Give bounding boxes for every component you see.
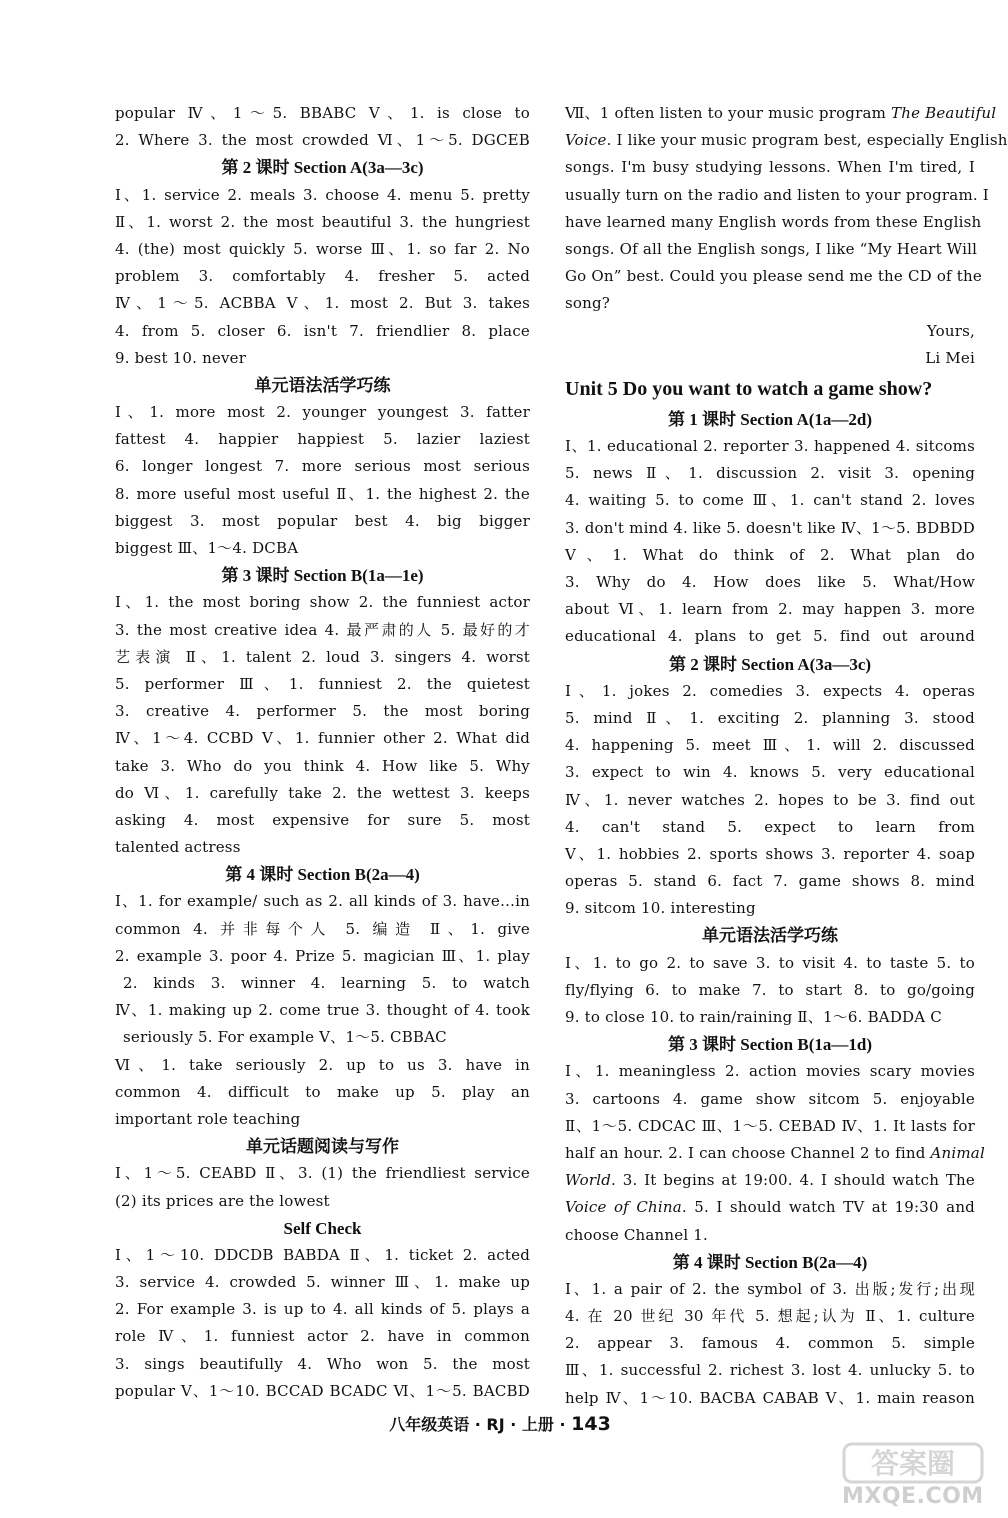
- answer-line: fly/flying 6. to make 7. to start 8. to go/going: [565, 980, 975, 999]
- section-heading: 单元语法活学巧练: [254, 375, 391, 395]
- watermark-logo-text: 答案圈: [870, 1447, 956, 1480]
- answer-line: Ⅰ、1～5. CEABD Ⅱ、3. (1) the friendliest service: [115, 1164, 530, 1183]
- answer-line: Ⅵ、1. take seriously 2. up to us 3. have in: [115, 1055, 530, 1074]
- answer-line: 9. sitcom 10. interesting: [565, 899, 756, 918]
- footer-label: 八年级英语 · RJ · 上册 ·: [389, 1415, 572, 1434]
- answer-line: Ⅴ、1. hobbies 2. sports shows 3. reporter 4. soap: [565, 844, 975, 863]
- answer-line: seriously 5. For example Ⅴ、1～5. CBBAC: [123, 1028, 447, 1047]
- section-heading: 第 2 课时 Section A(3a—3c): [668, 654, 872, 674]
- answer-line: Ⅰ、1. to go 2. to save 3. to visit 4. to taste 5. to: [565, 953, 975, 972]
- answer-line: Ⅰ、1. a pair of 2. the symbol of 3. 出版;发行;出现: [565, 1279, 975, 1298]
- section-heading: Self Check: [283, 1218, 362, 1238]
- answer-line: Ⅳ、1～5. ACBBA Ⅴ、1. most 2. But 3. takes: [115, 294, 530, 313]
- answer-line: 4. waiting 5. to come Ⅲ、1. can't stand 2. loves: [565, 491, 975, 510]
- answer-line: Ⅳ、1～4. CCBD Ⅴ、1. funnier other 2. What did: [115, 729, 530, 748]
- answer-line: Li Mei: [925, 348, 975, 367]
- answer-line: Go On” best. Could you please send me the CD of the: [565, 267, 982, 286]
- right-column: [565, 100, 1008, 1412]
- answer-line: usually turn on the radio and listen to your program. I: [565, 185, 989, 204]
- answer-line: half an hour. 2. I can choose Channel 2 to find Animal: [565, 1143, 985, 1162]
- page-footer: [0, 1412, 1000, 1435]
- answer-line: Yours,: [926, 321, 975, 340]
- answer-line: Ⅱ、1. worst 2. the most beautiful 3. the hungriest: [115, 212, 530, 231]
- answer-line: have learned many English words from these English: [565, 212, 982, 231]
- answer-line: 3. the most creative idea 4. 最严肃的人 5. 最好的才: [115, 620, 530, 639]
- answer-line: operas 5. stand 6. fact 7. game shows 8. mind: [565, 872, 975, 891]
- answer-line: 2. example 3. poor 4. Prize 5. magician Ⅲ、1. play: [115, 946, 530, 965]
- answer-line: popular Ⅴ、1～10. BCCAD BCADC Ⅵ、1～5. BACBD: [115, 1381, 530, 1400]
- answer-line: (2) its prices are the lowest: [115, 1191, 330, 1210]
- answer-line: Ⅰ、1～10. DDCDB BABDA Ⅱ、1. ticket 2. acted: [115, 1245, 530, 1264]
- answer-line: Ⅱ、1～5. CDCAC Ⅲ、1～5. CEBAD Ⅳ、1. It lasts for: [565, 1116, 975, 1135]
- answer-line: songs. Of all the English songs, I like “My Heart Will: [565, 239, 978, 258]
- answer-line: Ⅶ、1 often listen to your music program The Beautiful: [565, 104, 997, 122]
- answer-line: Ⅰ、1. meaningless 2. action movies scary movies: [565, 1062, 975, 1081]
- watermark-url: MXQE.COM: [842, 1484, 984, 1509]
- answer-line: 2. For example 3. is up to 4. all kinds of 5. plays a: [115, 1300, 530, 1319]
- unit-title: Unit 5 Do you want to watch a game show?: [565, 377, 933, 400]
- section-heading: 第 3 课时 Section B(1a—1e): [221, 566, 424, 586]
- answer-line: 6. longer longest 7. more serious most serious: [115, 457, 530, 476]
- answer-line: about Ⅵ、1. learn from 2. may happen 3. more: [565, 600, 975, 619]
- section-heading: 第 4 课时 Section B(2a—4): [672, 1252, 868, 1272]
- answer-line: 3. Why do 4. How does like 5. What/How: [565, 573, 975, 591]
- answer-line: Ⅰ、1. more most 2. younger youngest 3. fatter: [115, 403, 530, 422]
- answer-line: 艺表演 Ⅱ、1. talent 2. loud 3. singers 4. worst: [115, 647, 530, 666]
- answer-line: 8. more useful most useful Ⅱ、1. the highest 2. the: [115, 484, 530, 503]
- answer-line: 9. to close 10. to rain/raining Ⅱ、1～6. BADDA C: [565, 1008, 942, 1026]
- answer-line: Ⅰ、1. educational 2. reporter 3. happened 4. sitcoms: [565, 437, 975, 456]
- answer-line: popular Ⅳ、1～5. BBABC Ⅴ、1. is close to: [115, 104, 530, 122]
- answer-line: Ⅴ、1. What do think of 2. What plan do: [565, 545, 975, 564]
- answer-line: Ⅰ、1. for example/ such as 2. all kinds of 3. have…in: [115, 892, 530, 911]
- answer-line: song?: [565, 294, 611, 313]
- answer-line: asking 4. most expensive for sure 5. most: [115, 810, 530, 829]
- answer-line: 4. happening 5. meet Ⅲ、1. will 2. discussed: [565, 736, 975, 755]
- answer-line: 5. news Ⅱ、1. discussion 2. visit 3. opening: [565, 464, 975, 483]
- answer-line: World. 3. It begins at 19:00. 4. I should watch The: [565, 1171, 975, 1190]
- answer-line: 2. Where 3. the most crowded Ⅵ、1～5. DGCEB: [115, 131, 530, 150]
- answer-line: do Ⅵ、1. carefully take 2. the wettest 3. keeps: [115, 783, 530, 802]
- answer-line: Voice. I like your music program best, especially English: [565, 131, 1008, 150]
- answer-line: important role teaching: [115, 1109, 301, 1128]
- answer-line: biggest 3. most popular best 4. big bigger: [115, 511, 530, 530]
- answer-line: Ⅰ、1. the most boring show 2. the funniest actor: [115, 593, 530, 612]
- answer-line: 2. kinds 3. winner 4. learning 5. to watch: [123, 974, 530, 992]
- answer-line: 4. can't stand 5. expect to learn from: [565, 817, 975, 836]
- section-heading: 单元语法活学巧练: [702, 926, 838, 946]
- answer-line: 5. mind Ⅱ、1. exciting 2. planning 3. stood: [565, 708, 975, 727]
- answer-line: talented actress: [115, 838, 241, 857]
- answer-line: songs. I'm busy studying lessons. When I'm tired, I: [565, 158, 975, 177]
- answer-line: Ⅰ、1. jokes 2. comedies 3. expects 4. operas: [565, 681, 975, 700]
- answer-line: role Ⅳ、1. funniest actor 2. have in common: [115, 1327, 530, 1346]
- answer-line: 3. don't mind 4. like 5. doesn't like Ⅳ、1～5. BDBDD: [565, 518, 975, 537]
- answer-line: fattest 4. happier happiest 5. lazier laziest: [115, 430, 530, 449]
- section-heading: 第 1 课时 Section A(1a—2d): [668, 409, 872, 429]
- answer-line: common 4. 并非每个人 5. 编造 Ⅱ、1. give: [115, 919, 530, 938]
- answer-line: Ⅰ、1. service 2. meals 3. choose 4. menu 5. pretty: [115, 185, 530, 204]
- answer-line: 5. performer Ⅲ、1. funniest 2. the quietest: [115, 674, 530, 693]
- answer-line: biggest Ⅲ、1～4. DCBA: [115, 539, 299, 557]
- answer-line: 3. service 4. crowded 5. winner Ⅲ、1. make up: [115, 1273, 530, 1292]
- answer-line: 3. expect to win 4. knows 5. very educational: [565, 763, 975, 782]
- watermark-logo: [838, 1440, 988, 1488]
- section-heading: 第 3 课时 Section B(1a—1d): [668, 1035, 872, 1055]
- answer-line: Ⅳ、1. never watches 2. hopes to be 3. find out: [565, 790, 975, 809]
- section-heading: 第 4 课时 Section B(2a—4): [225, 865, 420, 885]
- answer-line: Ⅲ、1. successful 2. richest 3. lost 4. unlucky 5. to: [565, 1361, 975, 1380]
- section-heading: 单元话题阅读与写作: [246, 1137, 399, 1157]
- answer-line: 4. (the) most quickly 5. worse Ⅲ、1. so far 2. No: [115, 239, 530, 258]
- answer-line: common 4. difficult to make up 5. play an: [115, 1082, 530, 1101]
- left-column: [115, 100, 530, 1405]
- answer-line: 9. best 10. never: [115, 348, 247, 367]
- answer-line: 4. from 5. closer 6. isn't 7. friendlier 8. place: [115, 321, 530, 340]
- answer-line: 3. sings beautifully 4. Who won 5. the most: [115, 1354, 530, 1373]
- answer-line: 3. cartoons 4. game show sitcom 5. enjoyable: [565, 1089, 975, 1108]
- watermark: [838, 1440, 988, 1518]
- answer-line: help Ⅳ、1～10. BACBA CABAB Ⅴ、1. main reason: [565, 1388, 975, 1407]
- page-number: 143: [571, 1413, 611, 1435]
- answer-line: problem 3. comfortably 4. fresher 5. acted: [115, 267, 530, 286]
- answer-line: 2. appear 3. famous 4. common 5. simple: [565, 1334, 975, 1353]
- answer-line: Voice of China. 5. I should watch TV at 19:30 and: [565, 1198, 975, 1217]
- section-heading: 第 2 课时 Section A(3a—3c): [221, 158, 424, 178]
- answer-line: take 3. Who do you think 4. How like 5. Why: [115, 756, 530, 775]
- answer-line: 3. creative 4. performer 5. the most boring: [115, 702, 530, 721]
- answer-line: 4. 在 20 世纪 30 年代 5. 想起;认为 Ⅱ、1. culture: [565, 1307, 975, 1326]
- answer-line: choose Channel 1.: [565, 1225, 709, 1244]
- answer-line: educational 4. plans to get 5. find out around: [565, 627, 975, 646]
- answer-line: Ⅳ、1. making up 2. come true 3. thought of 4. took: [115, 1001, 530, 1020]
